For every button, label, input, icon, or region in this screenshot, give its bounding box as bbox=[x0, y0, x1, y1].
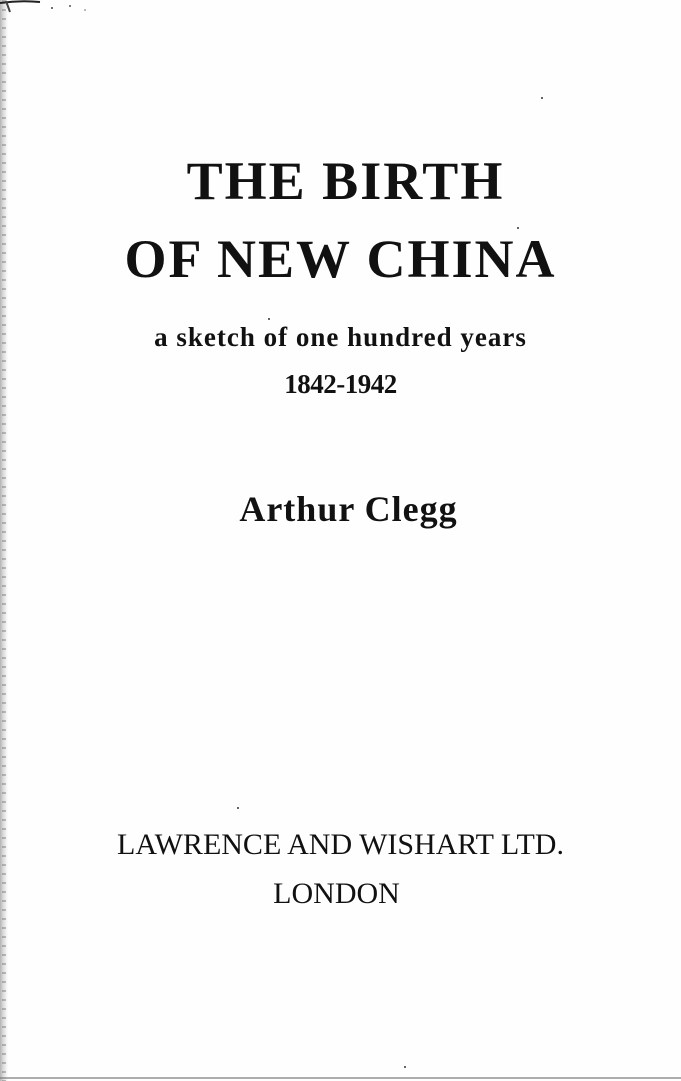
scan-corner-mark bbox=[0, 0, 110, 14]
scan-bottom-edge bbox=[0, 1077, 681, 1079]
book-title-line-1: THE BIRTH bbox=[186, 151, 505, 211]
book-author: Arthur Clegg bbox=[239, 489, 458, 529]
scan-speck bbox=[404, 1066, 406, 1068]
scan-speck bbox=[268, 318, 270, 320]
publisher-city: LONDON bbox=[273, 877, 400, 910]
scan-speck bbox=[541, 97, 543, 99]
publisher-name: LAWRENCE AND WISHART LTD. bbox=[117, 828, 564, 861]
book-title-line-2: OF NEW CHINA bbox=[124, 229, 557, 289]
book-years: 1842-1942 bbox=[284, 369, 397, 399]
scan-speck bbox=[237, 807, 239, 809]
book-subtitle: a sketch of one hundred years bbox=[154, 322, 527, 352]
